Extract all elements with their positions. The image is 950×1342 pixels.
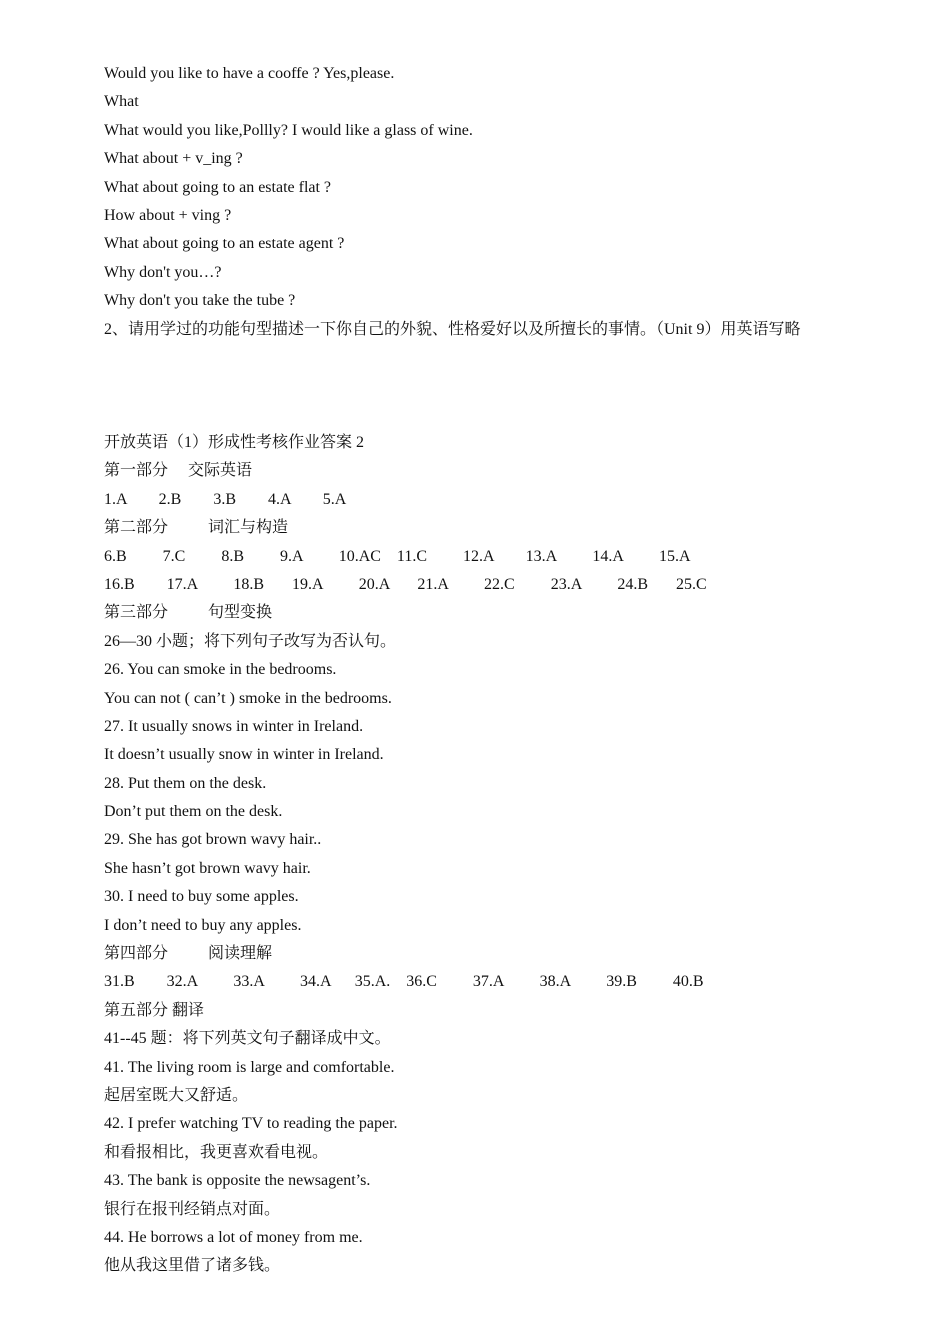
question-line: 41. The living room is large and comfortable.: [104, 1058, 395, 1076]
answer-line: 和看报相比，我更喜欢看电视。: [104, 1143, 329, 1161]
section-heading: 第三部分 句型变换: [104, 604, 273, 622]
answer-row: 6.B 7.C 8.B 9.A 10.AC 11.C 12.A 13.A 14.A 15.A: [104, 547, 691, 565]
answer-line: 起居室既大又舒适。: [104, 1086, 249, 1104]
question-line: 43. The bank is opposite the newsagent’s.: [104, 1172, 371, 1190]
answer-key-section: [104, 429, 904, 1281]
text-line: What: [104, 93, 139, 111]
section-heading: 第一部分 交际英语: [104, 462, 253, 480]
answer-key-title: 开放英语（1）形成性考核作业答案 2: [104, 434, 365, 451]
text-line: What would you like,Pollly? I would like a glass of wine.: [104, 121, 473, 139]
question-line: 27. It usually snows in winter in Ireland.: [104, 717, 364, 735]
instruction-line: 41--45 题：将下列英文句子翻译成中文。: [104, 1030, 391, 1048]
text-line: How about + ving ?: [104, 206, 232, 224]
answer-line: You can not ( can’t ) smoke in the bedrooms.: [104, 689, 392, 707]
answer-line: Don’t put them on the desk.: [104, 803, 283, 821]
answer-line: I don’t need to buy any apples.: [104, 916, 302, 934]
answer-line: It doesn’t usually snow in winter in Ireland.: [104, 746, 384, 764]
text-line: Why don't you take the tube ?: [104, 292, 296, 310]
question-line: 42. I prefer watching TV to reading the paper.: [104, 1115, 398, 1133]
answer-line: 他从我这里借了诸多钱。: [104, 1257, 281, 1275]
question-line: 28. Put them on the desk.: [104, 774, 267, 792]
answer-line: 银行在报刊经销点对面。: [104, 1200, 281, 1218]
section-heading: 第五部分 翻译: [104, 1001, 205, 1019]
question-line: 26. You can smoke in the bedrooms.: [104, 661, 337, 679]
question-line: 29. She has got brown wavy hair..: [104, 831, 322, 849]
answer-row: 31.B 32.A 33.A 34.A 35.A. 36.C 37.A 38.A 39.B 40.B: [104, 973, 704, 991]
answer-row: 16.B 17.A 18.B 19.A 20.A 21.A 22.C 23.A 24.B 25.C: [104, 575, 707, 593]
question-line: 44. He borrows a lot of money from me.: [104, 1228, 363, 1246]
instruction-line: 26—30 小题；将下列句子改写为否认句。: [104, 632, 397, 650]
answer-row: 1.A 2.B 3.B 4.A 5.A: [104, 490, 347, 508]
section-heading: 第四部分 阅读理解: [104, 945, 273, 963]
exercise-notes-section: [104, 60, 904, 344]
section-heading: 第二部分 词汇与构造: [104, 519, 289, 537]
text-line: What about + v_ing ?: [104, 150, 243, 168]
text-line: What about going to an estate flat ?: [104, 178, 332, 196]
answer-line: She hasn’t got brown wavy hair.: [104, 859, 311, 877]
text-line: What about going to an estate agent ?: [104, 235, 345, 253]
text-line: 2、请用学过的功能句型描述一下你自己的外貌、性格爱好以及所擅长的事情。（Unit 9）用英语写略: [104, 320, 801, 338]
question-line: 30. I need to buy some apples.: [104, 888, 299, 906]
text-line: Would you like to have a cooffe ? Yes,please.: [104, 65, 395, 82]
text-line: Why don't you…?: [104, 263, 222, 281]
